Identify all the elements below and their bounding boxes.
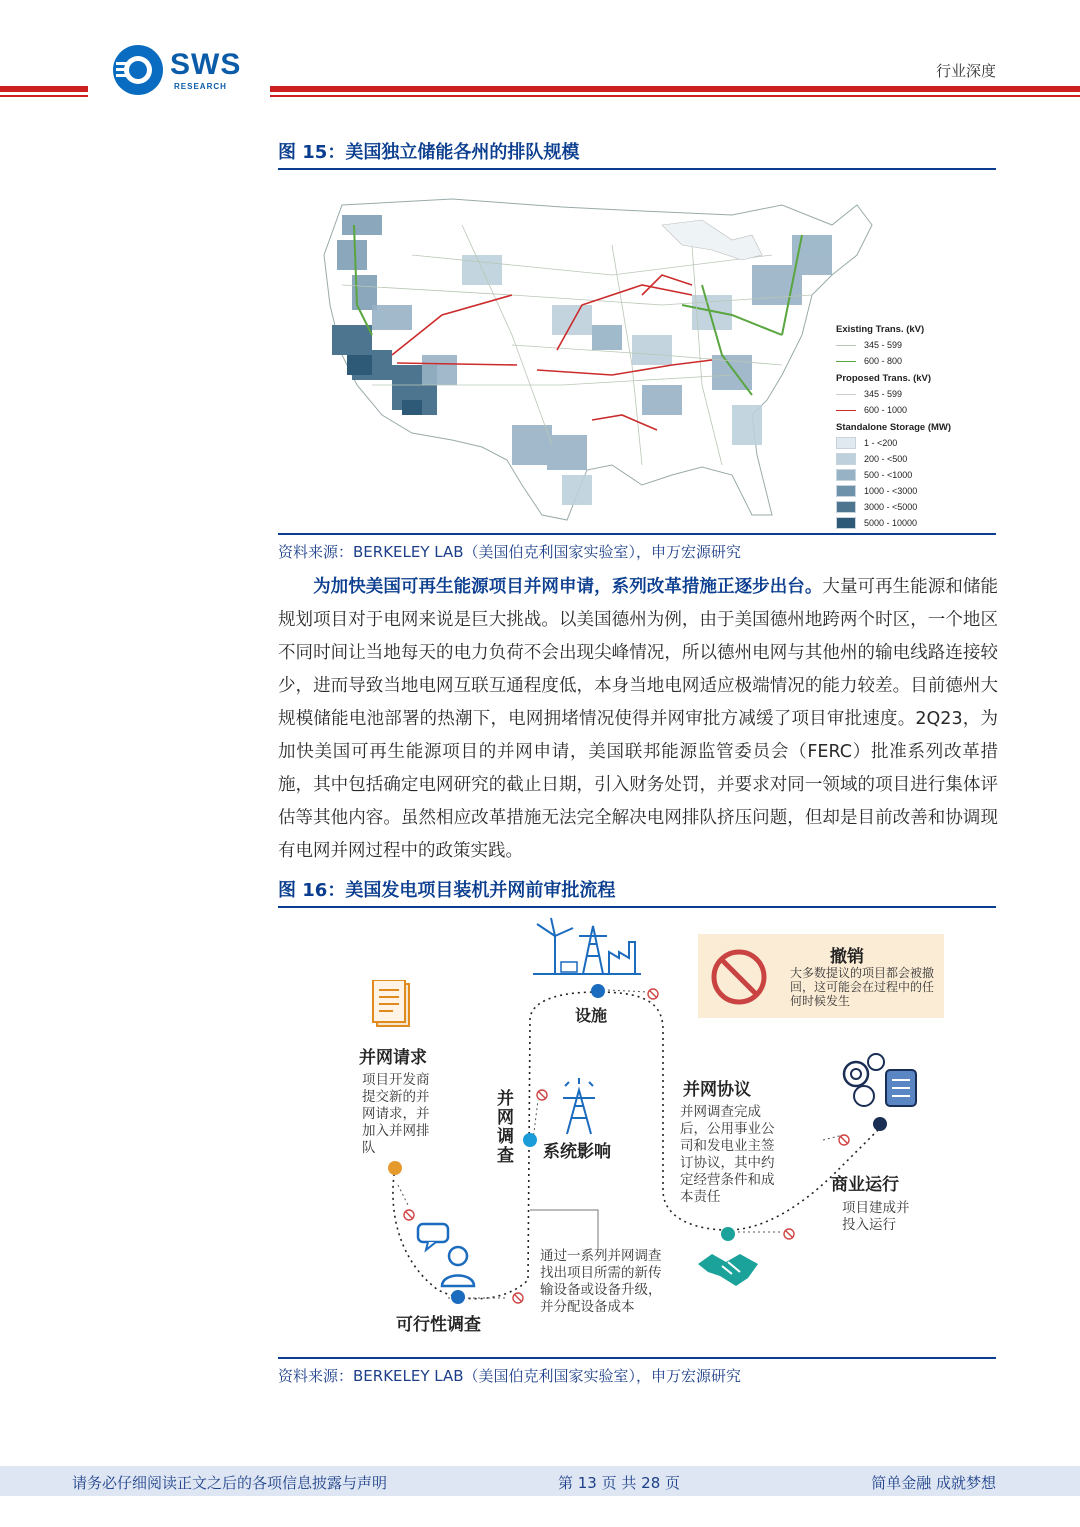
map-legend	[836, 320, 986, 531]
legend-proposed-heading: Proposed Trans. (kV)	[836, 373, 932, 384]
legend-label: 345 - 599	[864, 389, 903, 399]
prohibited-icon	[710, 948, 768, 1006]
step-request-text: 项目开发商提交新的并网请求，并加入并网排队	[362, 1072, 430, 1156]
node-feasibility	[451, 1290, 465, 1304]
gears-server-icon	[836, 1052, 922, 1112]
handshake-icon	[696, 1248, 762, 1290]
legend-label: 1 - <200	[864, 438, 898, 448]
figure15-source: 资料来源：BERKELEY LAB（美国伯克利国家实验室），申万宏源研究	[278, 543, 742, 561]
header-rule-right-thin	[270, 95, 1080, 97]
legend-label: 345 - 599	[864, 340, 903, 350]
legend-item	[836, 515, 986, 531]
footer-disclaimer: 请务必仔细阅读正文之后的各项信息披露与声明	[72, 1474, 388, 1492]
study-text: 通过一系列并网调查找出项目所需的新传输设备或设备升级，并分配设备成本	[540, 1248, 662, 1315]
legend-item	[836, 499, 986, 515]
node-request	[388, 1161, 402, 1175]
report-category-tag: 行业深度	[935, 62, 996, 80]
step-commercial-text: 项目建成并投入运行	[842, 1200, 910, 1233]
person-icon	[414, 1220, 484, 1290]
legend-label: 5000 - 10000	[864, 518, 918, 528]
legend-label: 200 - <500	[864, 454, 908, 464]
figure15-title: 图 15：美国独立储能各州的排队规模	[278, 138, 996, 170]
study-vertical-title: 并网调查	[497, 1089, 514, 1166]
approval-flow-diagram	[278, 910, 996, 1350]
node-system-impact	[523, 1133, 537, 1147]
header-rule-right	[270, 86, 1080, 92]
step-feasibility-title: 可行性调查	[396, 1315, 481, 1335]
node-agreement	[721, 1227, 735, 1241]
legend-item	[836, 467, 986, 483]
node-commercial	[873, 1117, 887, 1131]
body-paragraph	[278, 571, 998, 868]
step-agreement-title: 并网协议	[683, 1080, 751, 1100]
legend-label: 3000 - <5000	[864, 502, 918, 512]
power-facility-icon	[533, 916, 643, 978]
transmission-tower-icon	[557, 1078, 601, 1136]
header-rule-left	[0, 86, 88, 92]
legend-item	[836, 337, 986, 353]
sws-logo-mark	[112, 44, 164, 96]
header-rule-left-thin	[0, 95, 88, 97]
figure16-bottom-rule	[278, 1357, 996, 1359]
legend-label: 600 - 800	[864, 356, 903, 366]
us-outline	[324, 199, 872, 520]
figure16-title: 图 16：美国发电项目装机并网前审批流程	[278, 876, 996, 908]
cancel-title: 撤销	[830, 947, 864, 967]
step-request-title: 并网请求	[359, 1048, 427, 1068]
legend-item	[836, 451, 986, 467]
paragraph-body: 大量可再生能源和储能规划项目对于电网来说是巨大挑战。以美国德州为例，由于美国德州地跨两个时区，一个地区不同时间让当地每天的电力负荷不会出现尖峰情况，所以德州电网与其他州的输电线路连接较少，进而导致当地电网互联互通程度低，本身当地电网适应极端情况的能力较差。目前德州大规模储能电池部署的热潮下，电网拥堵情况使得并网审批方减缓了项目审批速度。2Q23，为加快美国可再生能源项目的并网申请，美国联邦能源监管委员会（FERC）批准系列改革措施，其中包括确定电网研究的截止日期，引入财务处罚，并要求对同一领域的项目进行集体评估等其他内容。虽然相应改革措施无法完全解决电网排队挤压问题，但却是目前改善和协调现有电网并网过程中的政策实践。	[278, 577, 998, 861]
logo-text: SWS	[170, 48, 242, 81]
legend-item	[836, 435, 986, 451]
step-commercial-title: 商业运行	[831, 1175, 899, 1195]
step-system-impact-title: 系统影响	[543, 1142, 611, 1162]
step-facility-title: 设施	[575, 1006, 608, 1025]
step-agreement-text: 并网调查完成后，公用事业公司和发电业主签订协议，其中约定经营条件和成本责任	[680, 1104, 775, 1205]
figure16-source: 资料来源：BERKELEY LAB（美国伯克利国家实验室），申万宏源研究	[278, 1367, 742, 1385]
cancellation-note	[698, 934, 944, 1018]
legend-label: 500 - <1000	[864, 470, 913, 480]
document-icon	[371, 980, 417, 1030]
figure15-bottom-rule	[278, 533, 996, 535]
node-facility	[591, 984, 605, 998]
page-number: 第 13 页 共 28 页	[558, 1474, 681, 1492]
legend-storage-heading: Standalone Storage (MW)	[836, 422, 952, 433]
legend-item	[836, 483, 986, 499]
logo-subtext: RESEARCH	[174, 82, 227, 91]
paragraph-lead: 为加快美国可再生能源项目并网申请，系列改革措施正逐步出台。	[313, 577, 823, 597]
cancel-text: 大多数提议的项目都会被撤回，这可能会在过程中的任何时候发生	[790, 966, 935, 1008]
sws-logo	[112, 44, 252, 96]
legend-existing-heading: Existing Trans. (kV)	[836, 324, 925, 335]
legend-label: 600 - 1000	[864, 405, 908, 415]
legend-item	[836, 353, 986, 369]
footer-slogan: 简单金融 成就梦想	[871, 1474, 996, 1492]
legend-label: 1000 - <3000	[864, 486, 918, 496]
legend-item	[836, 402, 986, 418]
legend-item	[836, 386, 986, 402]
